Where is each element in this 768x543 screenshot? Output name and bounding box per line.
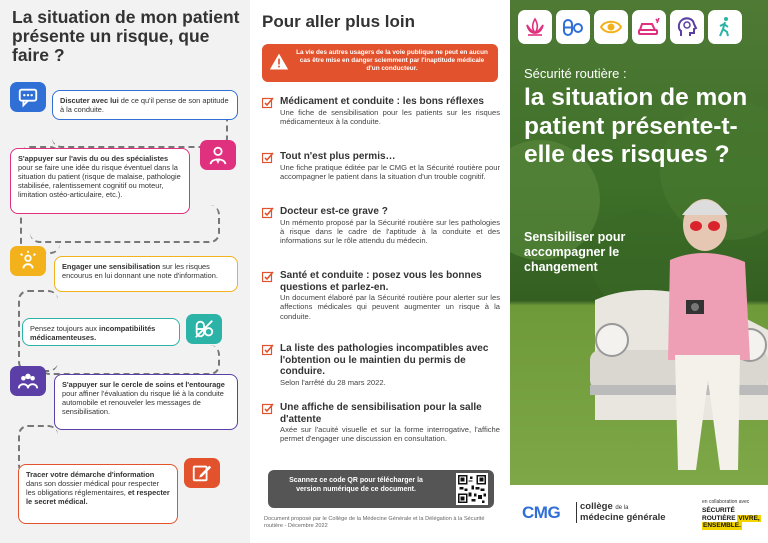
- card-bold: S'appuyer sur l'avis du ou des spécialistes: [18, 154, 169, 163]
- card-bold: et respecter le secret médical.: [26, 488, 170, 506]
- left-title: La situation de mon patient présente un risque, que faire ?: [12, 7, 240, 65]
- resource-item: [262, 151, 500, 181]
- resource-text: Une fiche de sensibilisation pour les patients sur les risques médicamenteux à la conduite.: [280, 107, 500, 126]
- walking-person-icon: [708, 10, 742, 44]
- qr-box: [268, 470, 494, 508]
- lotus-icon: [518, 10, 552, 44]
- cmg-name-de: de la: [615, 505, 629, 511]
- resource-item: [262, 96, 500, 126]
- speech-bubble-icon: [10, 82, 46, 112]
- resource-text: Selon l'arrêté du 28 mars 2022.: [280, 377, 386, 387]
- collab-text: en collaboration avec: [702, 499, 750, 505]
- cmg-logo: [522, 503, 560, 523]
- theme-icons: [518, 10, 742, 44]
- qr-text: Scannez ce code QR pour télécharger la version numérique de ce document.: [289, 477, 423, 493]
- resource-item: [262, 270, 500, 321]
- card-care-circle: [54, 374, 238, 430]
- cmg-logo-text: CMG: [522, 503, 561, 522]
- card-specialists: [10, 148, 190, 214]
- qr-code-icon[interactable]: [456, 473, 488, 505]
- edit-check-icon: [262, 207, 274, 219]
- card-text: pour se faire une idée du risque éventuel dans la situation du patient (risque de malaise, pathologie stabilisée, ralentissement cognitif ou moteur, limitation ostéo-articulaire, etc.).: [18, 163, 181, 199]
- sr-line1: SÉCURITÉ: [702, 507, 735, 514]
- card-discuss: [52, 90, 238, 120]
- resource-title: La liste des pathologies incompatibles avec l'obtention ou le maintien du permis de conduire.: [280, 343, 489, 377]
- resource-item: [262, 206, 500, 246]
- middle-title: Pour aller plus loin: [262, 12, 416, 31]
- resource-item: [262, 343, 500, 387]
- card-text: Pensez toujours aux: [30, 324, 100, 333]
- securite-routiere-logo: [702, 507, 761, 530]
- edit-check-icon: [262, 403, 274, 415]
- resource-title: Une affiche de sensibilisation pour la salle d'attente: [280, 402, 482, 425]
- card-text: de ce qu'il pense de son aptitude à la conduite.: [60, 96, 229, 114]
- edit-icon: [184, 458, 220, 488]
- resource-text: Axée sur l'acuité visuelle et sur la forme interrogative, l'affiche permet d'engager une discussion en consultation.: [280, 425, 500, 444]
- cmg-name: [576, 502, 666, 523]
- resource-title: Tout n'est plus permis…: [280, 151, 396, 162]
- group-icon: [10, 366, 46, 396]
- resource-text: Un document élaboré par la Sécurité routière pour alerter sur les affections médicales qui peuvent augmenter un risque à la conduite.: [280, 293, 500, 321]
- card-bold: S'appuyer sur le cercle de soins et l'entourage: [62, 380, 225, 389]
- card-medication: [22, 318, 180, 346]
- cover-title: la situation de mon patient présente-t-elle des risques ?: [524, 84, 748, 168]
- doctor-icon: [200, 140, 236, 170]
- warning-box: [262, 44, 498, 82]
- card-bold: Engager une sensibilisation: [62, 262, 161, 271]
- cmg-name-line1: collège: [580, 501, 613, 512]
- resource-title: Santé et conduite : posez vous les bonnes questions et parlez-en.: [280, 270, 482, 293]
- edit-check-icon: [262, 97, 274, 109]
- cover-photo: [510, 0, 768, 485]
- car-accident-icon: [632, 10, 666, 44]
- pills-icon: [186, 314, 222, 344]
- edit-check-icon: [262, 344, 274, 356]
- warning-icon: [269, 52, 289, 72]
- edit-check-icon: [262, 152, 274, 164]
- pills-icon: [556, 10, 590, 44]
- logo-footer: [510, 485, 768, 543]
- card-trace: [18, 464, 178, 524]
- sr-line3: VIVRE,: [738, 514, 760, 522]
- sr-line2: ROUTIÈRE: [702, 514, 736, 522]
- card-text: dans son dossier médical pour respecter les obligations réglementaires,: [26, 479, 160, 497]
- resource-title: Médicament et conduite : les bons réflexes: [280, 96, 484, 107]
- right-panel: [510, 0, 768, 543]
- cover-subtitle: Sensibiliser pour accompagner le changement: [524, 230, 626, 274]
- resource-text: Un mémento proposé par la Sécurité routière sur les pathologies à risque dans le cadre de l'aptitude à la conduite et des informations sur le rôle attendu du médecin.: [280, 217, 500, 246]
- card-text: pour affiner l'évaluation du risque lié à la conduite automobile et renouveler les messages de sensibilisation.: [62, 389, 224, 416]
- credit-text: Document proposé par le Collège de la Médecine Générale et la Délégation à la Sécurité routière - Décembre 2022: [264, 516, 485, 529]
- eye-icon: [594, 10, 628, 44]
- card-bold: Tracer votre démarche d'information: [26, 470, 155, 479]
- card-bold: Discuter avec lui: [60, 96, 119, 105]
- cover-kicker: Sécurité routière :: [524, 66, 627, 81]
- resource-title: Docteur est-ce grave ?: [280, 206, 388, 217]
- cmg-name-line2: médecine générale: [580, 512, 666, 523]
- sr-line4: ENSEMBLE.: [703, 522, 741, 529]
- card-sensitize: [54, 256, 238, 292]
- resource-text: Une fiche pratique éditée par le CMG et la Sécurité routière pour accompagner le patient dans la situation d'un trouble cognitif.: [280, 162, 500, 181]
- warning-text: La vie des autres usagers de la voie publique ne peut en aucun cas être mise en danger sciemment par l'inaptitude médicale d'un conducteur.: [296, 49, 488, 72]
- card-bold: incompatibilités médicamenteuses.: [30, 324, 156, 342]
- brain-head-icon: [670, 10, 704, 44]
- left-panel: [0, 0, 250, 543]
- middle-panel: [250, 0, 510, 543]
- edit-check-icon: [262, 271, 274, 283]
- resource-item: [262, 402, 500, 444]
- card-text: sur les risques encourus en lui donnant une note d'information.: [62, 262, 218, 280]
- connector: [40, 345, 220, 375]
- alert-person-icon: [10, 246, 46, 276]
